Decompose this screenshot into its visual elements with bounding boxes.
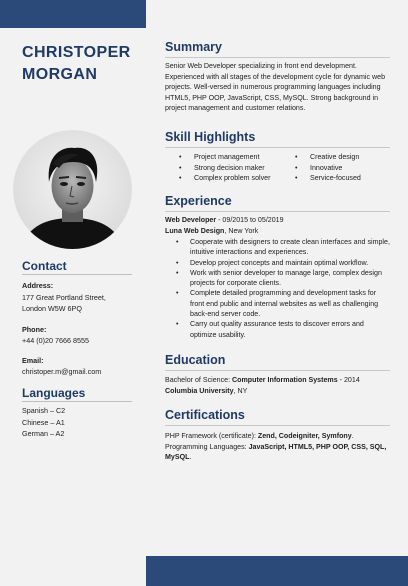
experience-heading: Experience (165, 194, 232, 208)
profile-photo (13, 130, 132, 249)
skill-item: • Project management (179, 152, 295, 163)
education-divider (165, 370, 390, 371)
top-accent-bar (0, 0, 146, 28)
phone-label: Phone: (22, 324, 47, 334)
contact-block (22, 280, 144, 378)
main-content (165, 0, 395, 556)
duty-item: • Develop project concepts and maintain optimal workflow. (165, 258, 391, 268)
contact-heading: Contact (22, 259, 67, 273)
school-location: , NY (233, 386, 248, 395)
cert-line-2-suffix: . (189, 453, 192, 461)
language-item: Chinese – A1 (22, 417, 65, 427)
address-line-2: London W5W 6PQ (22, 304, 82, 313)
job-company: Luna Web Design (165, 226, 225, 235)
job-header (165, 215, 391, 236)
sidebar (0, 28, 146, 586)
first-name: CHRISTOPER (22, 44, 131, 61)
job-duties (165, 237, 391, 340)
address-line-1: 177 Great Portland Street, (22, 292, 106, 302)
job-title: Web Developer (165, 216, 217, 224)
skill-item: • Service-focused (295, 173, 391, 184)
skills-divider (165, 147, 390, 148)
summary-heading: Summary (165, 40, 222, 54)
skill-item: • Strong decision maker (179, 163, 295, 174)
summary-divider (165, 57, 390, 58)
education-heading: Education (165, 353, 226, 367)
languages-heading: Languages (22, 386, 86, 400)
language-item: Spanish – C2 (22, 406, 66, 415)
cert-line-2-prefix: Programming Languages: (165, 442, 249, 451)
candidate-name (22, 42, 131, 86)
summary-text: Senior Web Developer specializing in front end development. Experienced with all stages of the development cycle for dynamic web projects. Well-versed in numerous programming languages including HTML5, PHP OOP, JavaScript, CSS, MySQL. Strong background in project management and customer relations. (165, 62, 386, 112)
contact-divider (22, 274, 132, 275)
email-label: Email: (22, 355, 44, 365)
duty-item: • Complete detailed programming and development tasks for front end public and internal websites as well as challenging back-end server code. (165, 288, 391, 319)
skills-heading: Skill Highlights (165, 130, 256, 144)
cert-line-1-value: Zend, Codeigniter, Symfony (257, 432, 352, 440)
skill-item: • Complex problem solver (179, 173, 295, 184)
skill-item: • Creative design (295, 152, 391, 163)
skills-column-2 (295, 152, 391, 184)
email-value: christoper.m@gmail.com (22, 367, 102, 376)
degree-prefix: Bachelor of Science: (165, 376, 233, 384)
experience-divider (165, 211, 390, 212)
certifications-heading: Certifications (165, 408, 245, 422)
degree-year: - 2014 (337, 376, 360, 384)
job-dates: - 09/2015 to 05/2019 (216, 216, 284, 224)
certifications-divider (165, 425, 390, 426)
cert-line-2-value: JavaScript, HTML5, PHP OOP, CSS, SQL, MySQL (165, 442, 387, 461)
job-location: , New York (224, 226, 259, 235)
phone-value: +44 (0)20 7666 8555 (22, 336, 89, 345)
bottom-accent-bar (146, 556, 408, 586)
last-name: MORGAN (22, 66, 98, 83)
education-block (165, 375, 391, 396)
language-item: German – A2 (22, 429, 65, 438)
skills-column-1 (179, 152, 295, 184)
address-label: Address: (22, 281, 54, 290)
languages-list (22, 405, 144, 440)
duty-item: • Work with senior developer to manage large, complex design projects for corporate clients. (165, 268, 391, 289)
school-name: Columbia University (165, 386, 234, 395)
languages-divider (22, 401, 132, 402)
cert-line-1-prefix: PHP Framework (certificate): (165, 432, 258, 440)
duty-item: • Cooperate with designers to create clean interfaces and simple, intuitive interactions and experiences. (165, 237, 391, 258)
duty-item: • Carry out quality assurance tests to discover errors and optimize usability. (165, 319, 391, 340)
cert-line-1-suffix: . (351, 432, 354, 440)
degree-field: Computer Information Systems (232, 376, 338, 384)
skill-item: • Innovative (295, 163, 391, 174)
certifications-block (165, 431, 391, 463)
portrait-image (13, 130, 132, 249)
